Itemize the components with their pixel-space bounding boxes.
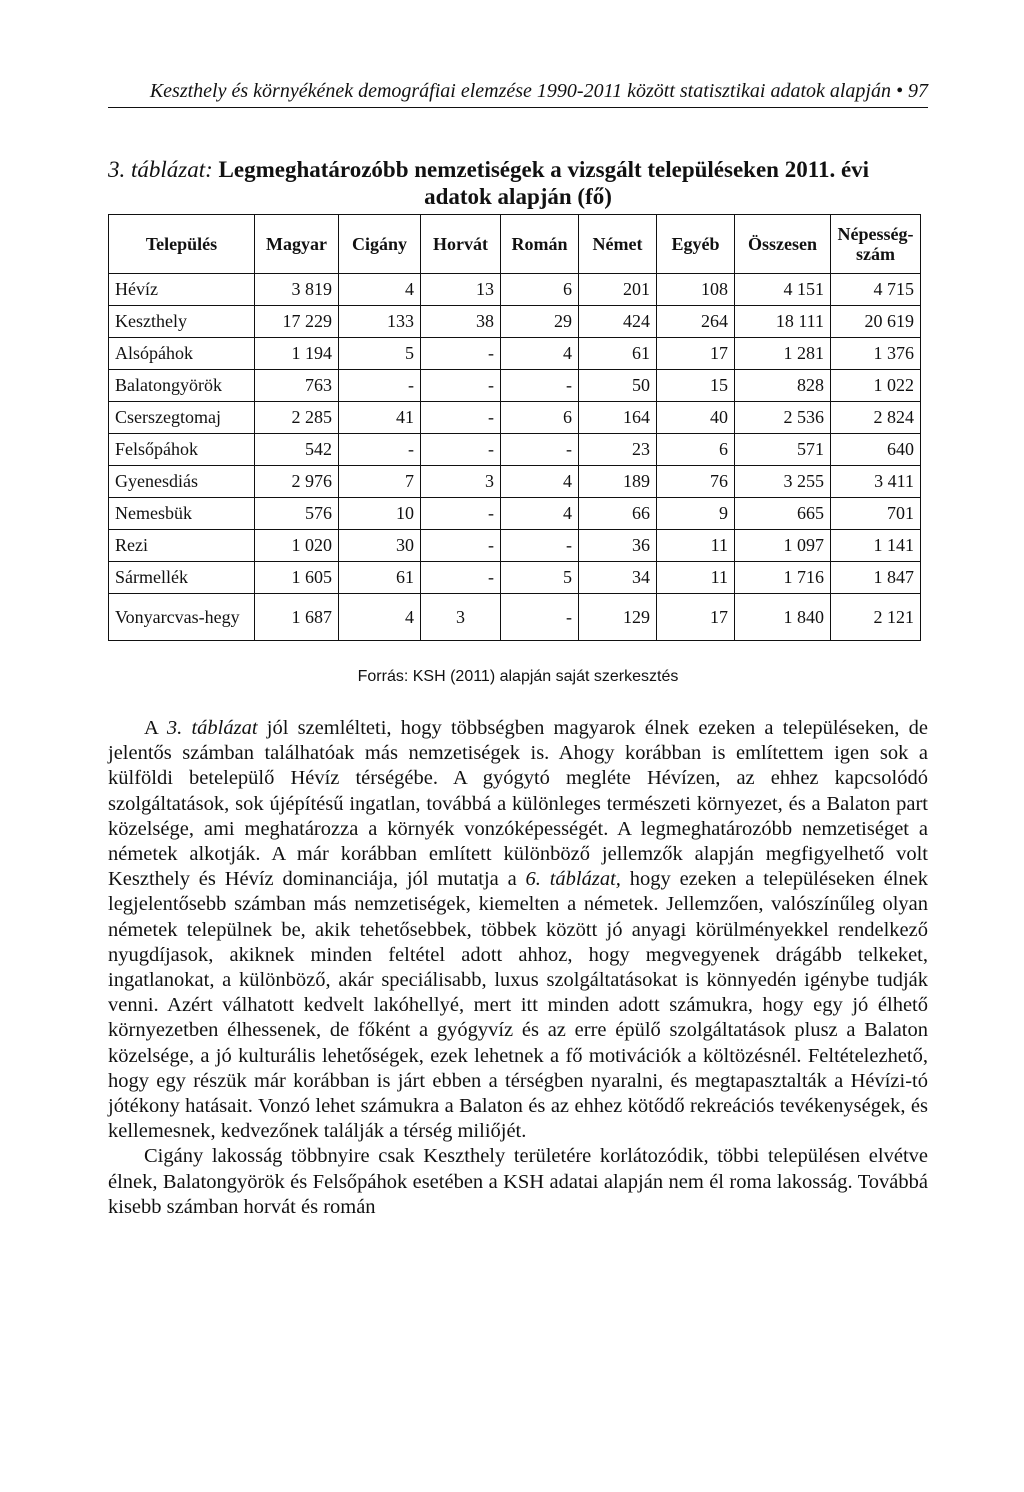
cell-nepesseg: 2 121	[831, 594, 921, 641]
cell-osszesen: 2 536	[735, 402, 831, 434]
cell-magyar: 1 194	[255, 338, 339, 370]
cell-nepesseg: 3 411	[831, 466, 921, 498]
cell-horvat: -	[421, 562, 501, 594]
cell-cigany: 4	[339, 594, 421, 641]
cell-nepesseg: 20 619	[831, 306, 921, 338]
table-reference: 6. táblázat,	[525, 868, 621, 891]
table-row	[109, 530, 921, 562]
cell-roman: -	[501, 370, 579, 402]
column-header: Egyéb	[657, 215, 735, 274]
cell-nemet: 164	[579, 402, 657, 434]
settlement-name: Alsópáhok	[109, 338, 255, 370]
settlement-name: Cserszegtomaj	[109, 402, 255, 434]
body-text	[108, 716, 928, 1220]
cell-cigany: -	[339, 434, 421, 466]
cell-egyeb: 264	[657, 306, 735, 338]
column-header: Német	[579, 215, 657, 274]
table-row	[109, 434, 921, 466]
table-row	[109, 306, 921, 338]
cell-roman: 6	[501, 274, 579, 306]
cell-roman: -	[501, 530, 579, 562]
cell-osszesen: 1 716	[735, 562, 831, 594]
settlement-name: Vonyarcvas-hegy	[109, 594, 255, 641]
paragraph	[108, 716, 928, 1144]
column-header: Horvát	[421, 215, 501, 274]
settlement-name: Keszthely	[109, 306, 255, 338]
table-row	[109, 338, 921, 370]
cell-cigany: 4	[339, 274, 421, 306]
cell-horvat: -	[421, 370, 501, 402]
settlement-name: Felsőpáhok	[109, 434, 255, 466]
cell-roman: 4	[501, 338, 579, 370]
cell-nemet: 23	[579, 434, 657, 466]
cell-nemet: 129	[579, 594, 657, 641]
cell-cigany: 61	[339, 562, 421, 594]
cell-nemet: 50	[579, 370, 657, 402]
cell-horvat: -	[421, 498, 501, 530]
cell-egyeb: 17	[657, 594, 735, 641]
cell-nepesseg: 640	[831, 434, 921, 466]
table-caption	[108, 156, 928, 210]
cell-magyar: 2 285	[255, 402, 339, 434]
table-row	[109, 274, 921, 306]
settlement-name: Balatongyörök	[109, 370, 255, 402]
cell-magyar: 3 819	[255, 274, 339, 306]
cell-magyar: 542	[255, 434, 339, 466]
cell-nepesseg: 701	[831, 498, 921, 530]
cell-osszesen: 1 281	[735, 338, 831, 370]
cell-magyar: 1 687	[255, 594, 339, 641]
cell-cigany: -	[339, 370, 421, 402]
cell-horvat: -	[421, 338, 501, 370]
cell-osszesen: 828	[735, 370, 831, 402]
column-header: Cigány	[339, 215, 421, 274]
column-header: Népesség-szám	[831, 215, 921, 274]
cell-horvat: -	[421, 434, 501, 466]
table-caption-title-cont: adatok alapján (fő)	[424, 184, 612, 209]
cell-egyeb: 6	[657, 434, 735, 466]
cell-osszesen: 18 111	[735, 306, 831, 338]
cell-cigany: 41	[339, 402, 421, 434]
settlement-name: Sármellék	[109, 562, 255, 594]
nationality-table	[108, 214, 921, 641]
cell-nepesseg: 1 141	[831, 530, 921, 562]
settlement-name: Hévíz	[109, 274, 255, 306]
cell-nepesseg: 1 376	[831, 338, 921, 370]
cell-roman: 4	[501, 466, 579, 498]
running-header: Keszthely és környékének demográfiai elemzése 1990-2011 között statisztikai adatok alapján • 97	[149, 80, 928, 102]
cell-magyar: 1 605	[255, 562, 339, 594]
cell-osszesen: 1 840	[735, 594, 831, 641]
table-row	[109, 594, 921, 641]
cell-egyeb: 9	[657, 498, 735, 530]
cell-horvat: 13	[421, 274, 501, 306]
column-header: Román	[501, 215, 579, 274]
cell-cigany: 10	[339, 498, 421, 530]
cell-cigany: 5	[339, 338, 421, 370]
cell-egyeb: 11	[657, 530, 735, 562]
cell-osszesen: 571	[735, 434, 831, 466]
cell-cigany: 7	[339, 466, 421, 498]
settlement-name: Rezi	[109, 530, 255, 562]
cell-roman: -	[501, 594, 579, 641]
cell-nemet: 189	[579, 466, 657, 498]
cell-egyeb: 76	[657, 466, 735, 498]
table-row	[109, 466, 921, 498]
cell-magyar: 2 976	[255, 466, 339, 498]
cell-osszesen: 4 151	[735, 274, 831, 306]
cell-roman: 4	[501, 498, 579, 530]
cell-nepesseg: 1 022	[831, 370, 921, 402]
table-source-note: Forrás: KSH (2011) alapján saját szerkesztés	[357, 668, 679, 685]
cell-osszesen: 1 097	[735, 530, 831, 562]
cell-magyar: 763	[255, 370, 339, 402]
cell-roman: 5	[501, 562, 579, 594]
cell-nemet: 34	[579, 562, 657, 594]
cell-roman: -	[501, 434, 579, 466]
column-header: Magyar	[255, 215, 339, 274]
table-row	[109, 498, 921, 530]
cell-horvat: 3	[421, 466, 501, 498]
cell-roman: 6	[501, 402, 579, 434]
cell-egyeb: 108	[657, 274, 735, 306]
column-header: Település	[109, 215, 255, 274]
cell-egyeb: 15	[657, 370, 735, 402]
cell-osszesen: 665	[735, 498, 831, 530]
cell-osszesen: 3 255	[735, 466, 831, 498]
table-row	[109, 562, 921, 594]
table-reference: 3. táblázat	[166, 717, 258, 739]
cell-nepesseg: 4 715	[831, 274, 921, 306]
cell-nemet: 201	[579, 274, 657, 306]
cell-nepesseg: 2 824	[831, 402, 921, 434]
table-header-row	[109, 215, 921, 274]
cell-egyeb: 40	[657, 402, 735, 434]
cell-nepesseg: 1 847	[831, 562, 921, 594]
settlement-name: Nemesbük	[109, 498, 255, 530]
cell-cigany: 133	[339, 306, 421, 338]
cell-nemet: 36	[579, 530, 657, 562]
cell-magyar: 17 229	[255, 306, 339, 338]
table-row	[109, 370, 921, 402]
table-caption-label: 3. táblázat:	[108, 157, 213, 182]
column-header: Összesen	[735, 215, 831, 274]
cell-horvat: 38	[421, 306, 501, 338]
paragraph-text: A	[144, 717, 167, 739]
cell-horvat: -	[421, 530, 501, 562]
cell-horvat: -	[421, 402, 501, 434]
cell-nemet: 66	[579, 498, 657, 530]
cell-roman: 29	[501, 306, 579, 338]
table-row	[109, 402, 921, 434]
paragraph-text: hogy ezeken a településeken élnek legjelentősebb számban más nemzetiségek, kiemelten a németek. Jellemzően, valószínűleg olyan németek települnek be, akik tehetősebbek, többek között jó anyagi körülményekkel rendelkező nyugdíjasok, akiknek minden feltétel adott ahhoz, hogy megvegyenek drágább telkeket, ingatlanokat, a különböző, akár speciálisabb, luxus szolgáltatásokat is könnyedén igénybe tudják venni. Azért válhatott kedvelt lakóhellyé, mert itt minden adott számukra, hogy egy jó élhető környezetben élhessenek, de főként a gyógyvíz és az erre épülő szolgáltatások plusz a Balaton közelsége, a jó kulturális lehetőségek, ezek lehetnek a fő motivációk a költözésnél. Feltételezhető, hogy egy részük már korábban is járt ebben a térségben nyaralni, és megtapasztalták a Hévízi-tó jótékony hatásait. Vonzó lehet számukra a Balaton és az ehhez kötődő rekreációs tevékenységek, és kellemesnek, kedvezőnek találják a térség miliőjét.	[108, 868, 928, 1143]
cell-nemet: 61	[579, 338, 657, 370]
header-rule	[108, 107, 928, 108]
cell-egyeb: 17	[657, 338, 735, 370]
cell-egyeb: 11	[657, 562, 735, 594]
cell-magyar: 1 020	[255, 530, 339, 562]
cell-magyar: 576	[255, 498, 339, 530]
table-caption-title: Legmeghatározóbb nemzetiségek a vizsgált településeken 2011. évi	[212, 157, 870, 182]
paragraph: Cigány lakosság többnyire csak Keszthely területére korlátozódik, többi településen elvétve élnek, Balatongyörök és Felsőpáhok esetében a KSH adatai alapján nem él roma lakosság. Továbbá kisebb számban horvát és román	[108, 1145, 928, 1218]
cell-cigany: 30	[339, 530, 421, 562]
cell-nemet: 424	[579, 306, 657, 338]
cell-horvat: 3	[421, 594, 501, 641]
settlement-name: Gyenesdiás	[109, 466, 255, 498]
paragraph-text: jól szemlélteti, hogy többségben magyarok élnek ezeken a településeken, de jelentős számban találhatóak más nemzetiségek is. Ahogy korábban is említettem igen sok a külföldi betelepülő Hévíz térségébe. A gyógytó megléte Hévízen, az ehhez kapcsolódó szolgáltatások, sok újépítésű ingatlan, továbbá a különleges természeti környezet, és a Balaton part közelsége, ami meghatározza a környék vonzóképességét. A legmeghatározóbb nemzetiséget a németek alkotják. A már korábban említett különböző jellemzők alapján megfigyelhető volt Keszthely és Hévíz dominanciája, jól mutatja a	[108, 717, 928, 891]
